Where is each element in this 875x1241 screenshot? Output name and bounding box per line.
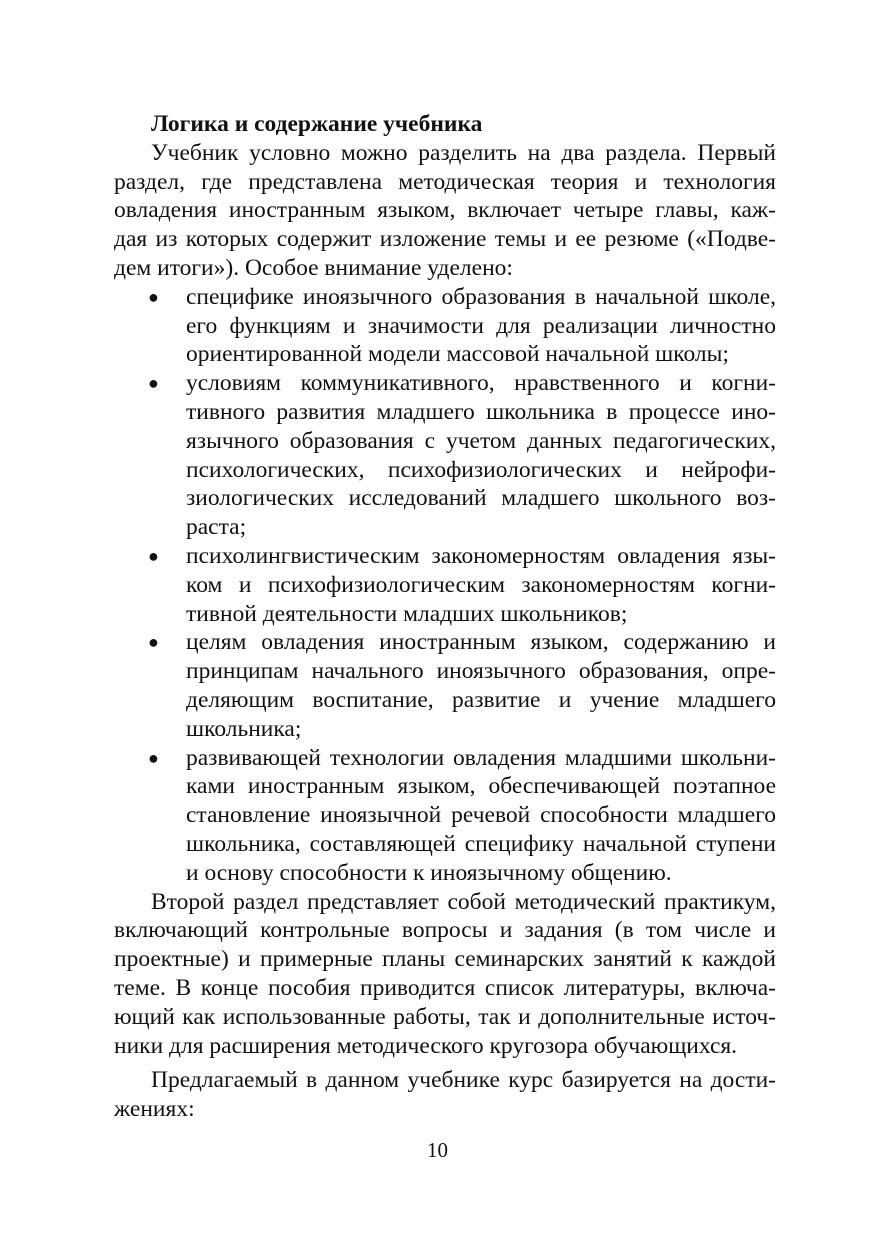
- text-line: Учебник условно можно разделить на два раздела. Первый: [151, 139, 776, 166]
- text-line: раста;: [186, 514, 247, 541]
- text-line: специфике иноязычного образования в начальной школе,: [186, 283, 776, 310]
- text-line: зиологических исследований младшего школьного воз-: [186, 485, 776, 512]
- text-line: психолингвистическим закономерностям овладения язы-: [186, 542, 776, 569]
- text-line: принципам начального иноязычного образования, опре-: [186, 658, 776, 685]
- text-line: раздел, где представлена методическая теория и технология: [114, 168, 776, 195]
- bullet-icon: ●: [148, 747, 159, 768]
- list-item: [114, 628, 776, 743]
- bullet-icon: ●: [148, 545, 159, 566]
- text-line: язычного образования с учетом данных педагогических,: [186, 427, 776, 454]
- text-line: жениях:: [114, 1096, 195, 1123]
- page-body: [114, 110, 776, 1124]
- text-line: теме. В конце пособия приводится список литературы, включа-: [114, 974, 776, 1001]
- bullet-icon: ●: [148, 286, 159, 307]
- text-line: становление иноязычной речевой способности младшего: [186, 802, 776, 829]
- text-line: школьника;: [186, 715, 302, 742]
- text-line: тивного развития младшего школьника в процессе ино-: [186, 398, 776, 425]
- text-line: деляющим воспитание, развитие и учение младшего: [186, 686, 776, 713]
- text-line: дем итоги»). Особое внимание уделено:: [114, 254, 513, 281]
- text-line: ком и психофизиологическим закономерностям когни-: [186, 571, 776, 598]
- text-line: его функциям и значимости для реализации личностно: [186, 312, 776, 339]
- text-line: условиям коммуникативного, нравственного и когни-: [186, 370, 776, 397]
- text-line: Второй раздел представляет собой методический практикум,: [151, 888, 776, 915]
- bullet-icon: ●: [148, 373, 159, 394]
- text-line: тивной деятельности младших школьников;: [186, 600, 628, 627]
- list-item: [114, 542, 776, 628]
- list-item: [114, 369, 776, 542]
- list-item: [114, 283, 776, 369]
- intro-paragraph: [114, 139, 776, 283]
- text-line: школьника, составляющей специфику начальной ступени: [186, 830, 776, 857]
- text-line: проектные) и примерные планы семинарских занятий к каждой: [114, 946, 776, 973]
- text-line: ющий как использованные работы, так и дополнительные источ-: [114, 1003, 776, 1030]
- text-line: ориентированной модели массовой начальной школы;: [186, 341, 729, 368]
- text-line: овладения иностранным языком, включает четыре главы, каж-: [114, 197, 776, 224]
- section-heading: Логика и содержание учебника: [151, 111, 483, 137]
- text-line: психологических, психофизиологических и нейрофи-: [186, 456, 776, 483]
- page-number: 10: [427, 1138, 448, 1162]
- third-paragraph: [114, 1066, 776, 1124]
- text-line: Предлагаемый в данном учебнике курс базируется на дости-: [151, 1067, 776, 1094]
- bullet-icon: ●: [148, 632, 159, 653]
- text-line: и основу способности к иноязычному общению.: [186, 859, 672, 886]
- second-paragraph: [114, 888, 776, 1061]
- text-line: целям овладения иностранным языком, содержанию и: [186, 629, 776, 656]
- text-line: ками иностранным языком, обеспечивающей поэтапное: [186, 773, 776, 800]
- list-item: [114, 744, 776, 888]
- bullet-list: [114, 283, 776, 888]
- text-line: включающий контрольные вопросы и задания (в том числе и: [114, 917, 776, 944]
- text-line: дая из которых содержит изложение темы и ее резюме («Подве-: [114, 226, 776, 253]
- text-line: развивающей технологии овладения младшими школьни-: [186, 744, 776, 771]
- text-line: ники для расширения методического кругозора обучающихся.: [114, 1032, 738, 1059]
